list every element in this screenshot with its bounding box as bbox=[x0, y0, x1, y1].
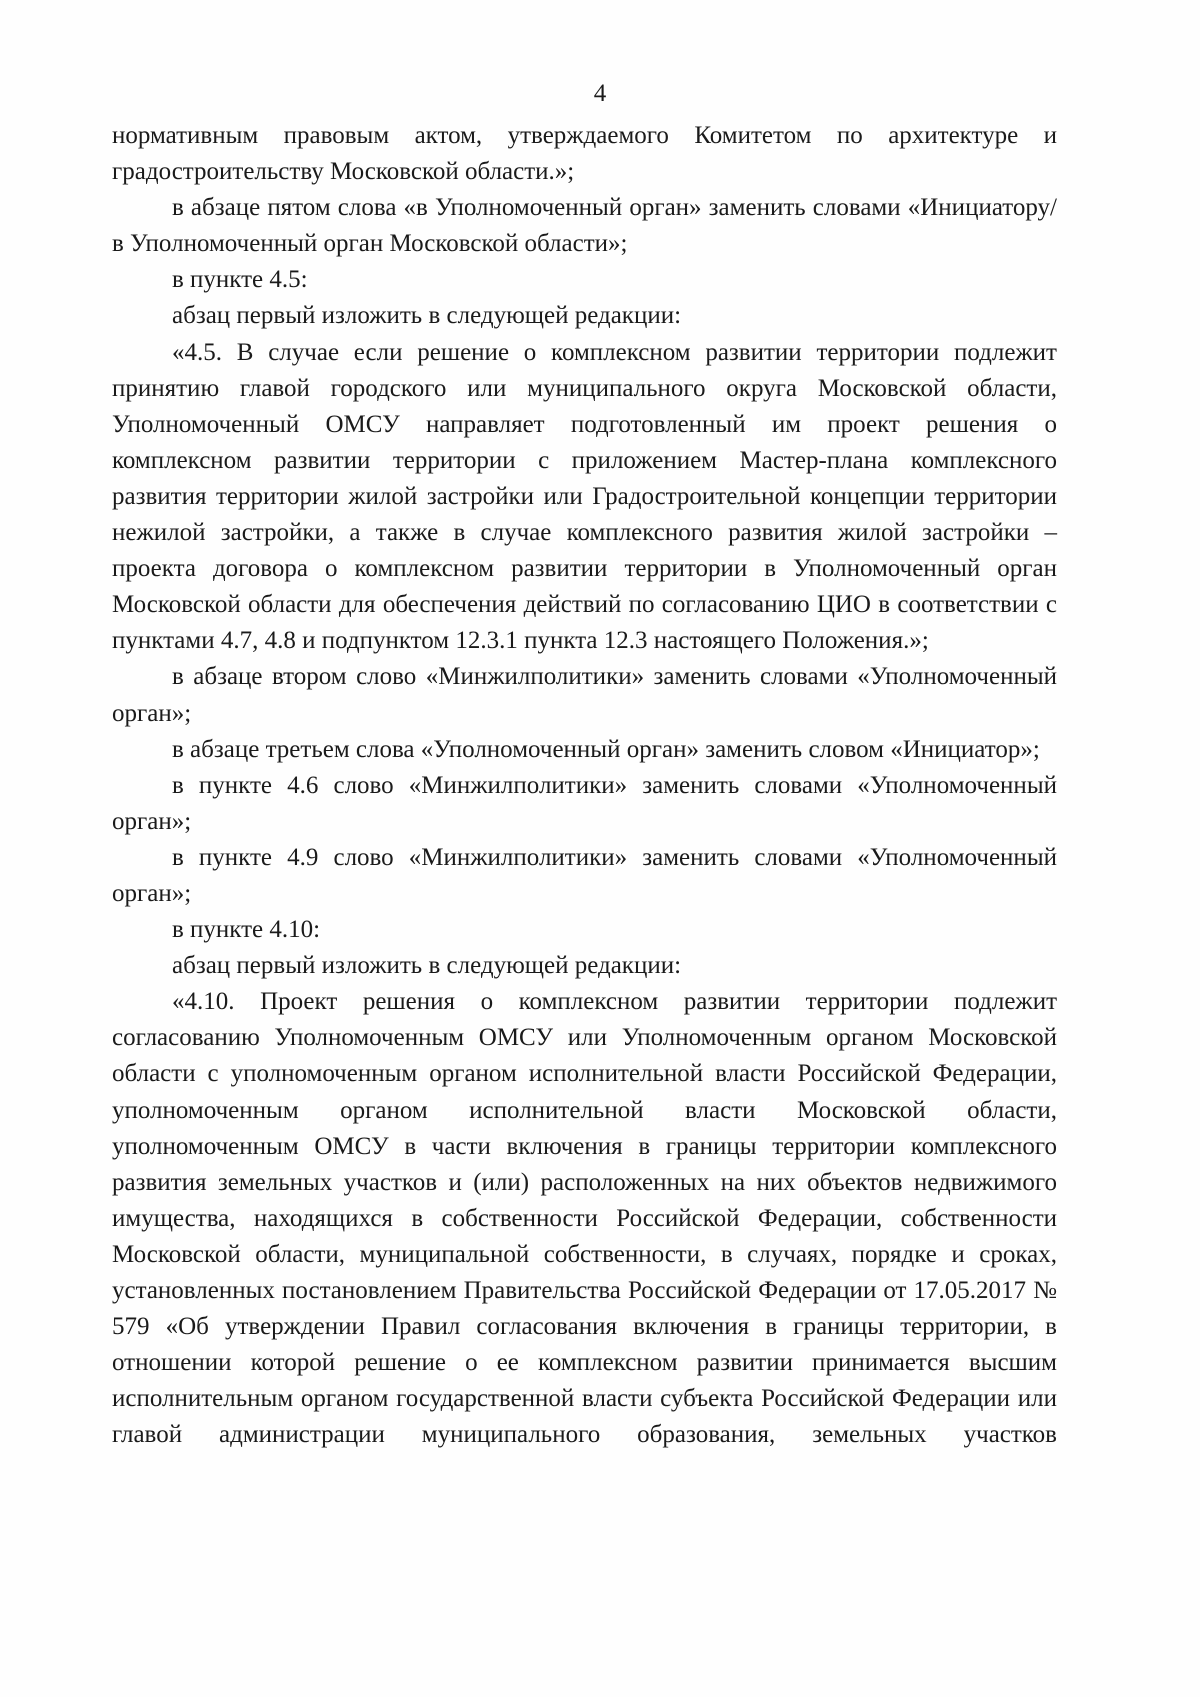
paragraph: в абзаце третьем слова «Уполномоченный орган» заменить словом «Инициатор»; bbox=[172, 735, 1040, 763]
paragraph: в пункте 4.5: bbox=[172, 266, 308, 294]
paragraph: в пункте 4.9 слово «Минжилполитики» заменить словами «Уполномоченный орган»; bbox=[112, 843, 1057, 907]
page-number: 4 bbox=[593, 80, 607, 107]
paragraph: в абзаце пятом слова «в Уполномоченный орган» заменить словами «Инициатору/в Уполномоченный орган Московской области»; bbox=[112, 194, 1057, 258]
paragraph: в абзаце втором слово «Минжилполитики» заменить словами «Уполномоченный орган»; bbox=[112, 663, 1057, 727]
paragraph-quote-4-5: «4.5. В случае если решение о комплексном развитии территории подлежит принятию главой городского или муниципального округа Московской области, Уполномоченный ОМСУ направляет подготовленный им проект решения о комплексном развитии территории с приложением Мастер-плана комплексного развития территории жилой застройки или Градостроительной концепции территории нежилой застройки, а также в случае комплексного развития жилой застройки – проекта договора о комплексном развитии территории в Уполномоченный орган Московской области для обеспечения действий по согласованию ЦИО в соответствии с пунктами 4.7, 4.8 и подпунктом 12.3.1 пункта 12.3 настоящего Положения.»; bbox=[112, 338, 1057, 655]
paragraph: абзац первый изложить в следующей редакции: bbox=[172, 952, 682, 980]
paragraph-continuation: нормативным правовым актом, утверждаемого Комитетом по архитектуре и градостроительству Московской области.»; bbox=[112, 122, 1057, 186]
document-body bbox=[112, 118, 1057, 1453]
paragraph: в пункте 4.6 слово «Минжилполитики» заменить словами «Уполномоченный орган»; bbox=[112, 771, 1057, 835]
paragraph: в пункте 4.10: bbox=[172, 916, 321, 944]
paragraph-quote-4-10: «4.10. Проект решения о комплексном развитии территории подлежит согласованию Уполномоченным ОМСУ или Уполномоченным органом Московской области с уполномоченным органом исполнительной власти Российской Федерации, уполномоченным органом исполнительной власти Московской области, уполномоченным ОМСУ в части включения в границы территории комплексного развития земельных участков и (или) расположенных на них объектов недвижимого имущества, находящихся в собственности Российской Федерации, собственности Московской области, муниципальной собственности, в случаях, порядке и сроках, установленных постановлением Правительства Российской Федерации от 17.05.2017 № 579 «Об утверждении Правил согласования включения в границы территории, в отношении которой решение о ее комплексном развитии принимается высшим исполнительным органом государственной власти субъекта Российской Федерации или главой администрации муниципального образования, земельных участков bbox=[112, 988, 1057, 1449]
paragraph: абзац первый изложить в следующей редакции: bbox=[172, 302, 682, 330]
